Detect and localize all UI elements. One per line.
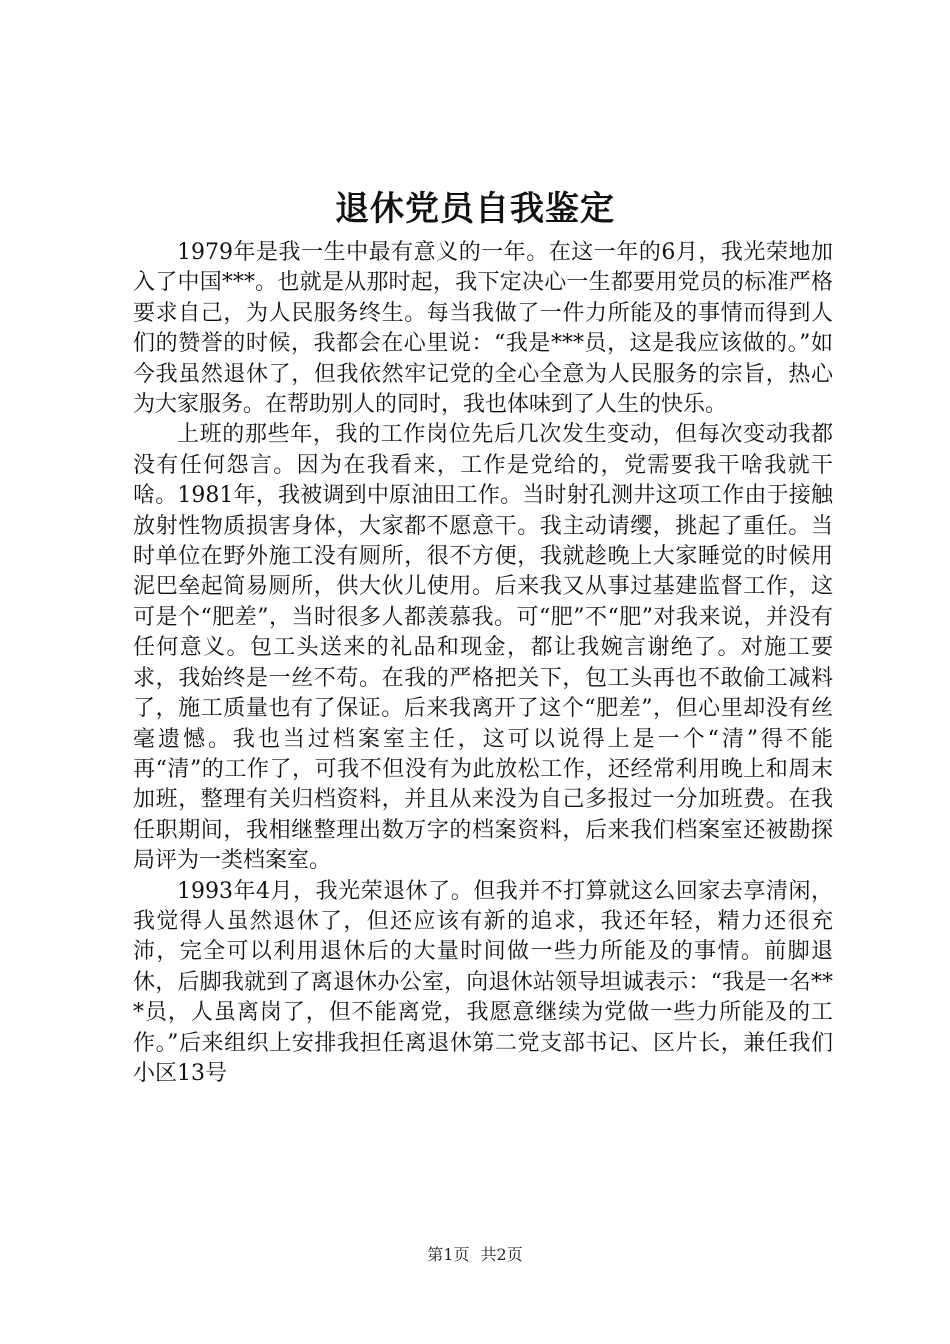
paragraph-3: 1993年4月，我光荣退休了。但我并不打算就这么回家去享清闲，我觉得人虽然退休了，但还应该有新的追求，我还年轻，精力还很充沛，完全可以利用退休后的大量时间做一些力所能及的事情。前脚退休，后脚我就到了离退休办公室，向退休站领导坦诚表示：“我是一名***员，人虽离岗了，但不能离党，我愿意继续为党做一些力所能及的工作。”后来组织上安排我担任离退休第二党支部书记、区片长，兼任我们小区13号 [133,878,833,1086]
page-number-current: 第1页 [427,1245,470,1264]
page-number-total: 共2页 [480,1245,523,1264]
page-footer [0,1244,950,1266]
document-title: 退休党员自我鉴定 [335,189,615,229]
paragraph-2: 上班的那些年，我的工作岗位先后几次发生变动，但每次变动我都没有任何怨言。因为在我看来，工作是党给的，党需要我干啥我就干啥。1981年，我被调到中原油田工作。当时射孔测井这项工作由于接触放射性物质损害身体，大家都不愿意干。我主动请缨，挑起了重任。当时单位在野外施工没有厕所，很不方便，我就趁晚上大家睡觉的时候用泥巴垒起简易厕所，供大伙儿使用。后来我又从事过基建监督工作，这可是个“肥差”，当时很多人都羡慕我。可“肥”不“肥”对我来说，并没有任何意义。包工头送来的礼品和现金，都让我婉言谢绝了。对施工要求，我始终是一丝不苟。在我的严格把关下，包工头再也不敢偷工减料了，施工质量也有了保证。后来我离开了这个“肥差”，但心里却没有丝毫遗憾。我也当过档案室主任，这可以说得上是一个“清”得不能再“清”的工作了，可我不但没有为此放松工作，还经常利用晚上和周末加班，整理有关归档资料，并且从来没为自己多报过一分加班费。在我任职期间，我相继整理出数万字的档案资料，后来我们档案室还被勘探局评为一类档案室。 [133,422,833,874]
paragraph-1: 1979年是我一生中最有意义的一年。在这一年的6月，我光荣地加入了中国***。也就是从那时起，我下定决心一生都要用党员的标准严格要求自己，为人民服务终生。每当我做了一件力所能及的事情而得到人们的赞誉的时候，我都会在心里说：“我是***员，这是我应该做的。”如今我虽然退休了，但我依然牢记党的全心全意为人民服务的宗旨，热心为大家服务。在帮助别人的同时，我也体味到了人生的快乐。 [133,240,833,418]
document-body [133,238,833,1089]
